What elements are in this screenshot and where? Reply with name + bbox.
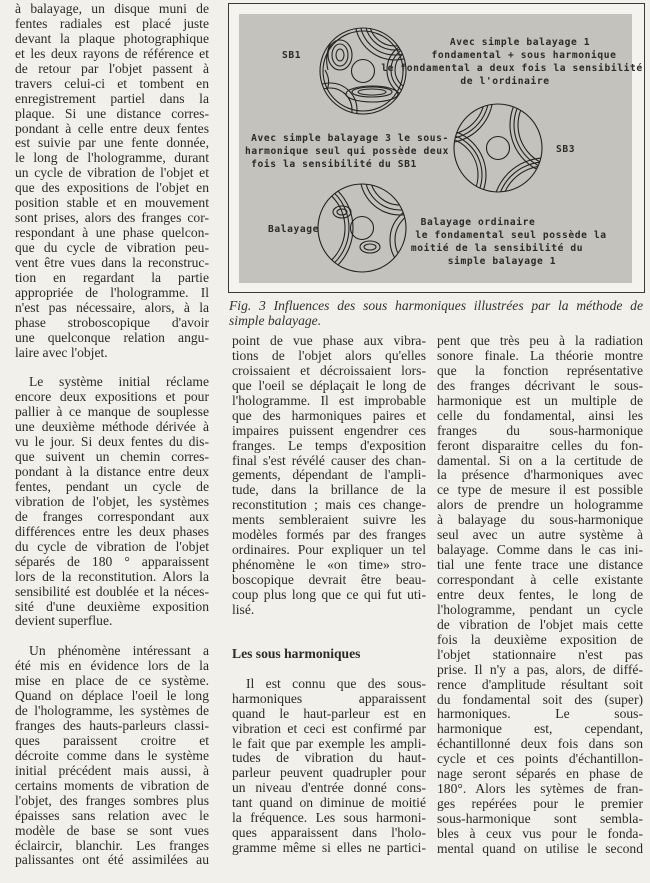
text-line: n'est pas nécessaire, alors, à la: [15, 299, 209, 315]
text-line: damental. Si on a la certitude de: [437, 452, 643, 468]
text-line: franges des hauts-parleurs classi-: [15, 718, 209, 733]
text-line: vent être vues dans la reconstruc-: [15, 254, 209, 270]
text-line: final s'est révélé causer des chan-: [232, 452, 426, 468]
text-line: tant quand on diminue de moitié: [232, 795, 426, 811]
text-line: phase stroboscopique d'avoir: [15, 314, 209, 330]
text-line: un niveau d'entrée donné cons-: [232, 780, 426, 796]
text-line: boscopique devrait être beau-: [232, 572, 426, 587]
text-line: feront disparaitre celles du fon-: [437, 437, 643, 453]
figure-3-illustration: [228, 3, 645, 293]
label-sb3: SB3: [556, 144, 576, 155]
text-line: quand le haut-parleur est en: [232, 705, 426, 721]
text-line: modèle de base se sont vues: [15, 822, 209, 838]
text-line: encore deux expositions et pour: [15, 389, 209, 405]
text-line: reconstitution ; mais ces change-: [232, 497, 426, 513]
text-line: croissaient et décroissaient lors-: [232, 362, 426, 378]
text-line: vu le jour. Si deux fentes du dis-: [15, 434, 209, 450]
text-line: respondant à une phase quelcon-: [15, 225, 209, 241]
text-line: est suivie par une fente donnée,: [15, 135, 209, 151]
text-line: tions de l'objet alors qu'elles: [232, 347, 426, 363]
text-line: de franges correspondant aux: [15, 508, 209, 524]
text-line: initial précédent mais aussi, à: [15, 762, 209, 778]
text-line: pallier à ce manque de souplesse: [15, 404, 209, 420]
note-balayage-line: Balayage ordinaire: [420, 217, 536, 228]
text-line: nage seront séparés en phase de: [437, 766, 643, 782]
text-line: tial une fente trace une distance: [437, 557, 643, 573]
text-line: l'objet, des franges sombres plus: [15, 792, 209, 808]
text-line: palissantes ont été assimilées au: [15, 852, 209, 868]
text-line: sité d'une deuxième exposition: [15, 598, 209, 614]
text-line: celle du fondamental, ainsi les: [437, 407, 643, 423]
text-line: prise. Il n'y a pas, alors, de diffé-: [437, 661, 643, 677]
text-line: fentes radiales est placé juste: [15, 15, 209, 31]
text-line: vibration et ceci est confirmé par: [232, 720, 426, 736]
text-line: mental quand on utilise le second: [437, 840, 643, 856]
text-line: gramme même si elles ne partici-: [232, 840, 426, 856]
note-sb1-line: Avec simple balayage 1: [449, 37, 591, 48]
text-column-3: [437, 334, 643, 872]
text-line: sonore finale. La théorie montre: [437, 347, 643, 363]
note-balayage-line: moitié de la sensibilité du: [410, 243, 584, 254]
text-line: vibration de l'objet, les systèmes: [15, 493, 209, 509]
text-line: des franges décrivant le sous-: [437, 377, 643, 393]
text-line: pondant à la distance entre deux: [15, 464, 209, 480]
paragraph: [232, 677, 426, 856]
note-balayage-line: le fondamental seul possède la: [415, 230, 607, 241]
text-line: le fait que par exemple les ampli-: [232, 735, 426, 751]
text-line: fentes, pendant un cycle de: [15, 479, 209, 494]
text-line: devant la plaque photographique: [15, 30, 209, 46]
text-column-1: [15, 2, 209, 883]
text-line: tudes de vibration du haut-: [232, 750, 426, 766]
text-line: ments sembleraient suivre les: [232, 512, 426, 528]
note-sb3-line: Avec simple balayage 3 le sous-: [251, 133, 449, 144]
text-line: la fréquence. Les sous harmoni-: [232, 810, 426, 826]
paragraph: [15, 375, 209, 629]
paragraph: [15, 2, 209, 361]
text-line: franges du sous-harmonique: [437, 422, 643, 438]
text-line: que la fonction représentative: [437, 362, 643, 378]
text-line: laire avec l'objet.: [15, 344, 108, 360]
text-line: lors de la reconstitution. Alors la: [15, 568, 209, 584]
text-line: été mis en évidence lors de la: [15, 658, 209, 674]
text-line: bles à ceux vus pour le fonda-: [437, 825, 643, 841]
text-line: pent que très peu à la radiation: [437, 333, 643, 348]
text-line: sous-harmonique sont sembla-: [437, 811, 643, 826]
text-line: phénomène le «on time» stro-: [232, 557, 426, 573]
text-line: harmoniques. Le sous-: [437, 706, 643, 722]
figure-caption: [229, 298, 643, 328]
text-line: modèles formés par des franges: [232, 527, 426, 543]
text-line: ques paraissent croitre et: [15, 732, 209, 748]
note-sb1-line: fondamental + sous harmonique: [431, 50, 617, 61]
text-line: éclaircir, blanchir. Les franges: [15, 837, 209, 853]
text-line: sont prises, alors des franges cor-: [15, 210, 209, 226]
text-line: 180°. Alors les sytèmes de fran-: [437, 781, 643, 797]
text-line: ordinaires. Pour expliquer un tel: [232, 542, 426, 558]
text-line: seul avec un autre système à: [437, 527, 643, 543]
text-line: cycle et ces points d'échantillon-: [437, 751, 643, 767]
paragraph: [437, 334, 643, 857]
text-line: de vibration de l'objet mais cette: [437, 616, 643, 632]
text-line: que des harmoniques paires et: [232, 407, 426, 423]
text-line: que du cycle de vibration peu-: [15, 240, 209, 255]
text-line: et les deux rayons de référence et: [15, 45, 209, 61]
text-line: rence d'amplitude résultant soit: [437, 676, 643, 692]
text-line: coup plus long que ce qui fut uti-: [232, 586, 426, 602]
text-line: tion en regardant la partie: [15, 269, 209, 285]
text-line: l'hologramme. Il est improbable: [232, 392, 426, 408]
text-line: que suivent un chemin corres-: [15, 449, 209, 465]
text-line: décroite comme dans le système: [15, 747, 209, 763]
text-column-2: [232, 334, 426, 871]
text-line: l'hologramme, pendant un cycle: [437, 601, 643, 617]
section-heading: Les sous harmoniques: [232, 645, 361, 661]
text-line: impaires puissent engendrer ces: [232, 422, 426, 438]
text-line: alors de prendre un hologramme: [437, 497, 643, 513]
text-line: Un phénomène intéressant a: [29, 643, 209, 659]
text-line: échantillonné deux fois dans son: [437, 736, 643, 752]
text-line: à balayage, un disque muni de: [15, 1, 209, 16]
text-line: Le système initial réclame: [29, 374, 209, 390]
text-line: que des expositions de l'objet en: [15, 180, 209, 196]
note-sb3-line: harmonique seul qui possède deux: [244, 146, 450, 157]
text-line: sensibilité est doublée et la néces-: [15, 583, 209, 599]
text-line: de retour par l'objet passent à: [15, 60, 209, 76]
text-line: à balayage du sous-harmonique: [437, 512, 643, 528]
paragraph: [15, 644, 209, 868]
text-line: une deuxième méthode dérivée à: [15, 419, 209, 435]
text-line: ques apparaissent dans l'holo-: [232, 825, 426, 841]
text-line: de l'hologramme, les systèmes de: [15, 703, 209, 719]
text-line: fois la deuxième exposition de: [437, 631, 643, 647]
note-sb1-line: le fondamental a deux fois la sensibilité: [381, 63, 643, 74]
text-line: ce type de mesure il est possible: [437, 482, 643, 498]
paragraph: [232, 334, 426, 618]
text-line: Quand on déplace l'oeil le long: [15, 688, 209, 704]
text-line: du fondamental soit des (super): [437, 691, 643, 707]
text-line: entre deux fentes, le long de: [437, 586, 643, 602]
text-line: du cycle de vibration de l'objet: [15, 538, 209, 554]
text-line: lisé.: [232, 601, 255, 617]
text-line: Il est connu que des sous-: [246, 675, 426, 691]
text-line: tude, dans la brillance de la: [232, 482, 426, 498]
text-line: que l'oeil se déplaçait le long de: [232, 377, 426, 393]
text-line: mise en place de ce système.: [15, 673, 209, 689]
note-sb1-line: de l'ordinaire: [460, 76, 550, 87]
text-line: appropriée de l'hologramme. Il: [15, 284, 209, 300]
text-line: différences entre les deux phases: [15, 523, 209, 539]
text-line: franges. Le temps d'exposition: [232, 437, 426, 453]
text-line: harmoniques apparaissent: [232, 690, 426, 706]
text-line: certains moments de vibration de: [15, 777, 209, 793]
text-line: gements, dépendant de l'ampli-: [232, 467, 426, 483]
text-line: une quelconque relation angu-: [15, 329, 209, 345]
text-line: harmonique est, cependant,: [437, 721, 643, 737]
text-line: travers celui-ci et tombent en: [15, 75, 209, 91]
text-line: épaisses sans relation avec le: [15, 807, 209, 823]
text-line: la présence d'harmoniques avec: [437, 467, 643, 483]
text-line: séparés de 180 ° apparaissent: [15, 553, 209, 569]
text-line: correspondant à celle existante: [437, 572, 643, 587]
text-line: enregistrement partiel dans la: [15, 90, 209, 106]
label-balayage: Balayage: [268, 224, 320, 235]
text-line: parleur peuvent quadrupler pour: [232, 765, 426, 781]
note-balayage-line: simple balayage 1: [447, 256, 557, 267]
note-sb3-line: fois la sensibilité du SB1: [251, 159, 417, 170]
label-sb1: SB1: [282, 50, 302, 61]
caption-line: Fig. 3 Influences des sous harmoniques illustrées par la méthode de: [229, 298, 643, 313]
text-line: le long de l'hologramme, durant: [15, 150, 209, 166]
text-line: pondant à celle entre deux fentes: [15, 120, 209, 136]
text-line: position stable et en mouvement: [15, 195, 209, 211]
text-line: plaque. Si une distance corres-: [15, 105, 209, 121]
text-line: l'objet stationnaire n'est pas: [437, 646, 643, 662]
text-line: devient superflue.: [15, 613, 113, 629]
text-line: balayage. Comme dans le cas ini-: [437, 542, 643, 558]
caption-line: simple balayage.: [229, 313, 322, 328]
text-line: un cycle de vibration de l'objet et: [15, 165, 209, 181]
text-line: harmonique est un multiple de: [437, 392, 643, 408]
text-line: ges repérées pour le premier: [437, 796, 643, 812]
text-line: point de vue phase aux vibra-: [232, 333, 426, 348]
